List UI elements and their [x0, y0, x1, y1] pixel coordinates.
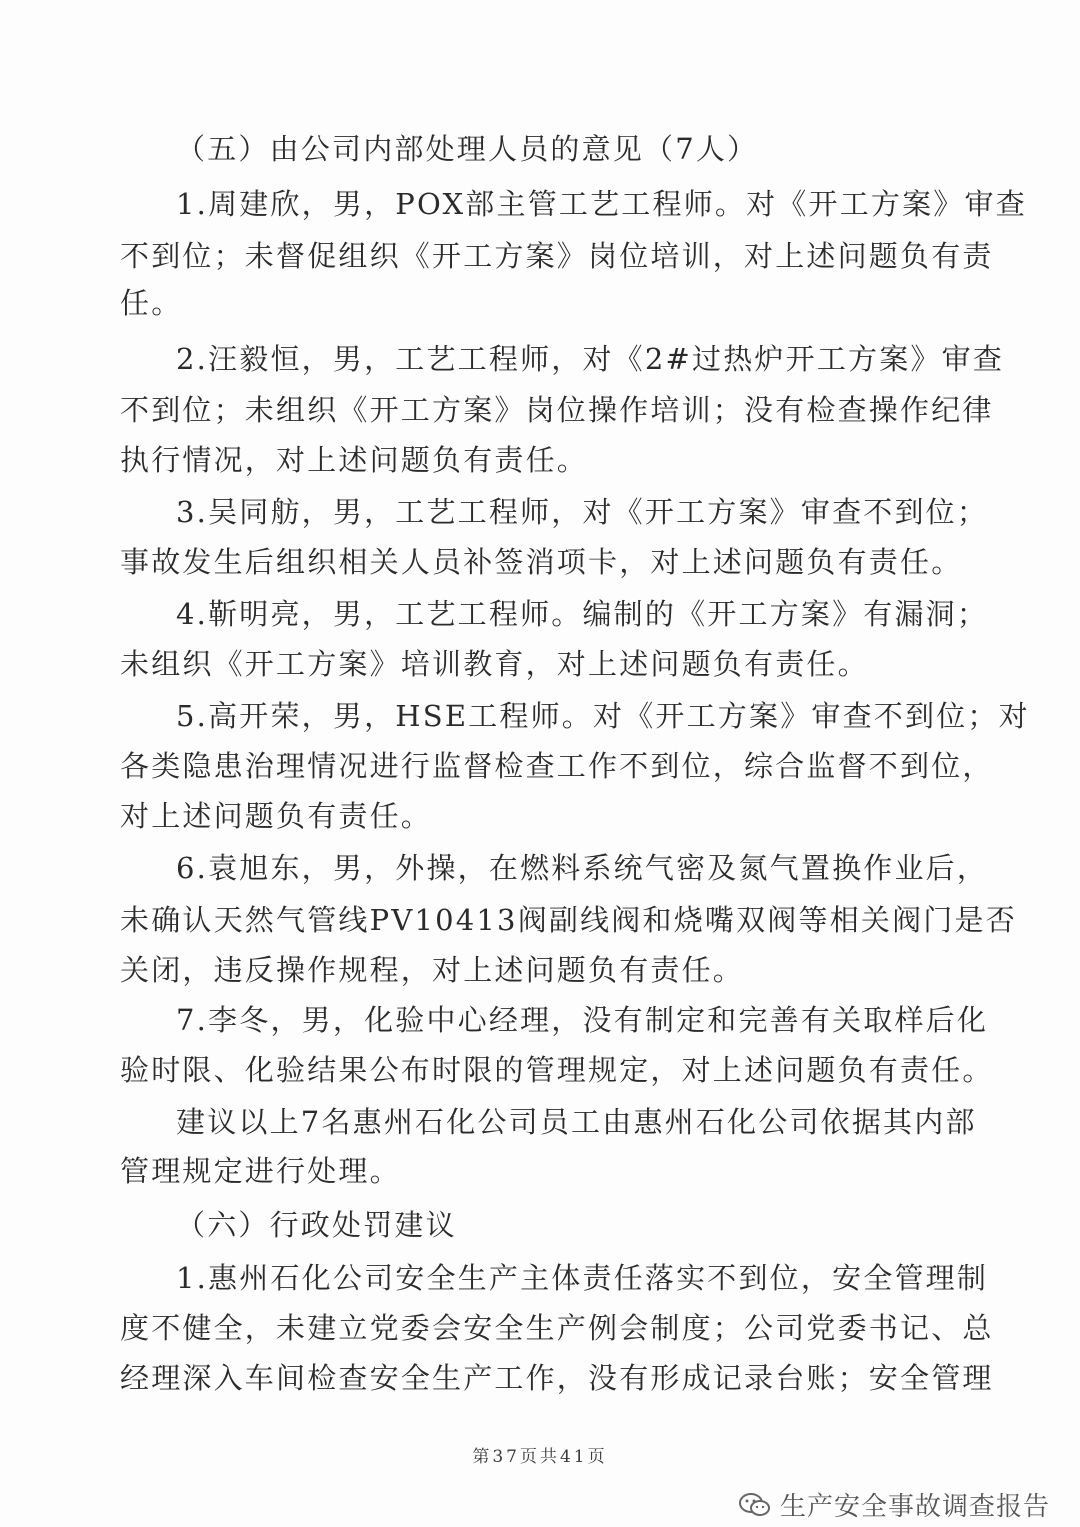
- paragraph-line: 验时限、化验结果公布时限的管理规定，对上述问题负有责任。: [120, 1053, 994, 1087]
- paragraph-line: 1.周建欣，男，POX部主管工艺工程师。对《开工方案》审查: [176, 187, 1027, 221]
- paragraph-line: 1.惠州石化公司安全生产主体责任落实不到位，安全管理制: [176, 1261, 989, 1295]
- section-heading-5: （五）由公司内部处理人员的意见（7人）: [176, 132, 759, 166]
- paragraph-line: 度不健全，未建立党委会安全生产例会制度；公司党委书记、总: [120, 1311, 994, 1345]
- paragraph-line: 经理深入车间检查安全生产工作，没有形成记录台账；安全管理: [120, 1361, 994, 1395]
- paragraph-line: 不到位；未督促组织《开工方案》岗位培训，对上述问题负有责: [120, 239, 994, 273]
- paragraph-line: 管理规定进行处理。: [120, 1154, 401, 1188]
- paragraph-line: 5.高开荣，男，HSE工程师。对《开工方案》审查不到位；对: [176, 699, 1030, 733]
- paragraph-line: 关闭，违反操作规程，对上述问题负有责任。: [120, 953, 745, 987]
- paragraph-line: 3.吴同舫，男，工艺工程师，对《开工方案》审查不到位；: [176, 495, 989, 529]
- paragraph-line: 各类隐患治理情况进行监督检查工作不到位，综合监督不到位，: [120, 749, 994, 783]
- paragraph-line: 执行情况，对上述问题负有责任。: [120, 443, 589, 477]
- paragraph-line: 7.李冬，男，化验中心经理，没有制定和完善有关取样后化: [176, 1003, 989, 1037]
- page-number-footer: 第37页共41页: [472, 1447, 608, 1467]
- paragraph-line: 6.袁旭东，男，外操，在燃料系统气密及氮气置换作业后，: [176, 851, 989, 885]
- paragraph-line: 建议以上7名惠州石化公司员工由惠州石化公司依据其内部: [176, 1105, 977, 1139]
- paragraph-line: 事故发生后组织相关人员补签消项卡，对上述问题负有责任。: [120, 545, 963, 579]
- watermark-text: 生产安全事故调查报告: [779, 1492, 1050, 1522]
- wechat-icon: [738, 1491, 772, 1519]
- paragraph-line: 4.靳明亮，男，工艺工程师。编制的《开工方案》有漏洞；: [176, 597, 989, 631]
- paragraph-line: 2.汪毅恒，男，工艺工程师，对《2#过热炉开工方案》审查: [176, 342, 1005, 376]
- paragraph-line: 未确认天然气管线PV10413阀副线阀和烧嘴双阀等相关阀门是否: [120, 903, 1017, 937]
- section-heading-6: （六）行政处罚建议: [176, 1208, 457, 1242]
- paragraph-line: 不到位；未组织《开工方案》岗位操作培训；没有检查操作纪律: [120, 393, 994, 427]
- paragraph-line: 任。: [120, 286, 183, 320]
- paragraph-line: 未组织《开工方案》培训教育，对上述问题负有责任。: [120, 647, 869, 681]
- wechat-watermark: [738, 1486, 1050, 1523]
- paragraph-line: 对上述问题负有责任。: [120, 799, 433, 833]
